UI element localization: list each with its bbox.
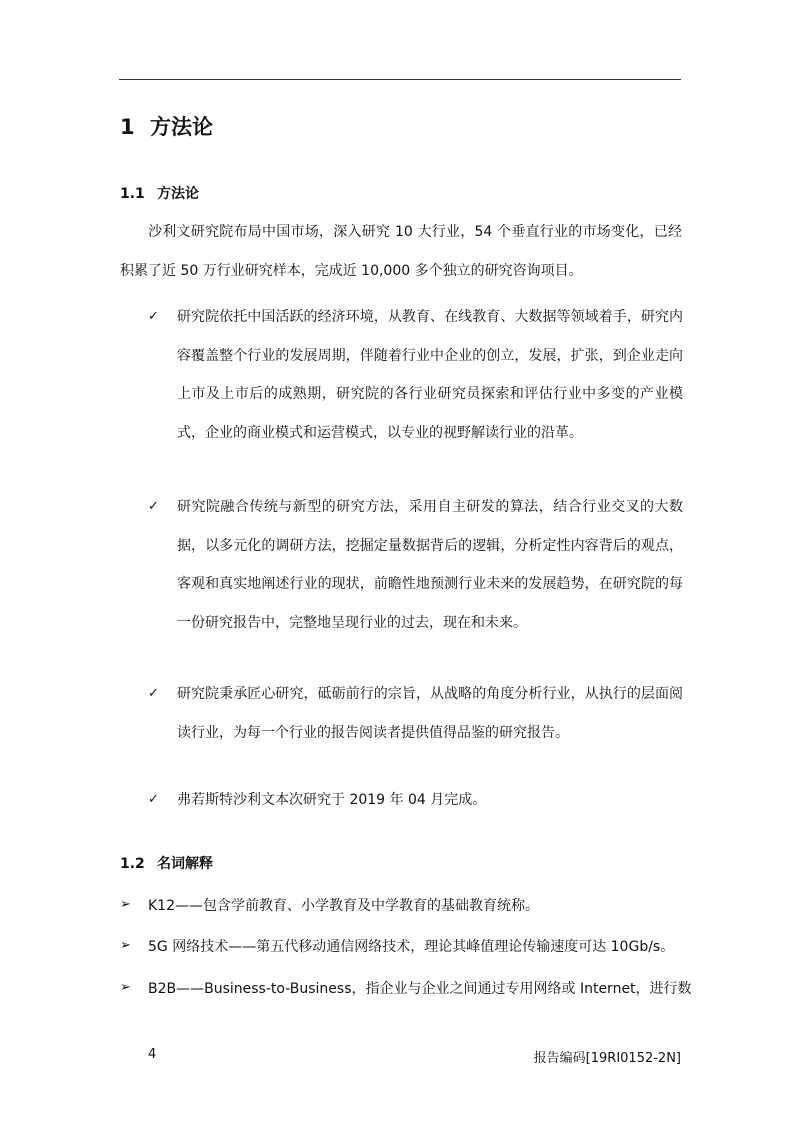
bullet-paragraph-2: 研究院融合传统与新型的研究方法，采用自主研发的算法，结合行业交叉的大数据，以多元化的调研方法，挖掘定量数据背后的逻辑，分析定性内容背后的观点，客观和真实地阐述行业的现状，前瞻性地预测行业未来的发展趋势，在研究院的每一份研究报告中，完整地呈现行业的过去，现在和未来。 (177, 499, 683, 631)
term-item-3: B2B——Business-to-Business，指企业与企业之间通过专用网络或 Internet，进行数 (148, 981, 692, 997)
term-item-1: K12——包含学前教育、小学教育及中学教育的基础教育统称。 (148, 898, 539, 914)
check-icon: ✓ (148, 686, 159, 701)
bullet-paragraph-1: 研究院依托中国活跃的经济环境，从教育、在线教育、大数据等领域着手，研究内容覆盖整个行业的发展周期，伴随着行业中企业的创立，发展，扩张，到企业走向上市及上市后的成熟期，研究院的各行业研究员探索和评估行业中多变的产业模式，企业的商业模式和运营模式，以专业的视野解读行业的沿革。 (177, 309, 683, 441)
subsection-heading-1: 1.1 方法论 (120, 186, 199, 202)
check-icon: ✓ (148, 499, 159, 514)
header-rule (119, 79, 681, 80)
bullet-paragraph-4: 弗若斯特沙利文本次研究于 2019 年 04 月完成。 (177, 792, 487, 808)
check-icon: ✓ (148, 309, 159, 324)
arrow-bullet-icon: ➢ (120, 897, 131, 912)
term-item-2: 5G 网络技术——第五代移动通信网络技术，理论其峰值理论传输速度可达 10Gb/s。 (148, 939, 675, 955)
page-number: 4 (148, 1047, 157, 1062)
arrow-bullet-icon: ➢ (120, 980, 131, 995)
check-icon: ✓ (148, 792, 159, 807)
report-code: 报告编码[19RI0152-2N] (533, 1051, 681, 1066)
intro-paragraph: 沙利文研究院布局中国市场，深入研究 10 大行业，54 个垂直行业的市场变化，已经积累了近 50 万行业研究样本，完成近 10,000 多个独立的研究咨询项目。 (120, 224, 682, 279)
subsection-heading-2: 1.2 名词解释 (120, 856, 213, 872)
section-heading: 1 方法论 (120, 115, 213, 139)
bullet-paragraph-3: 研究院秉承匠心研究，砥砺前行的宗旨，从战略的角度分析行业，从执行的层面阅读行业，为每一个行业的报告阅读者提供值得品鉴的研究报告。 (177, 686, 683, 741)
arrow-bullet-icon: ➢ (120, 938, 131, 953)
